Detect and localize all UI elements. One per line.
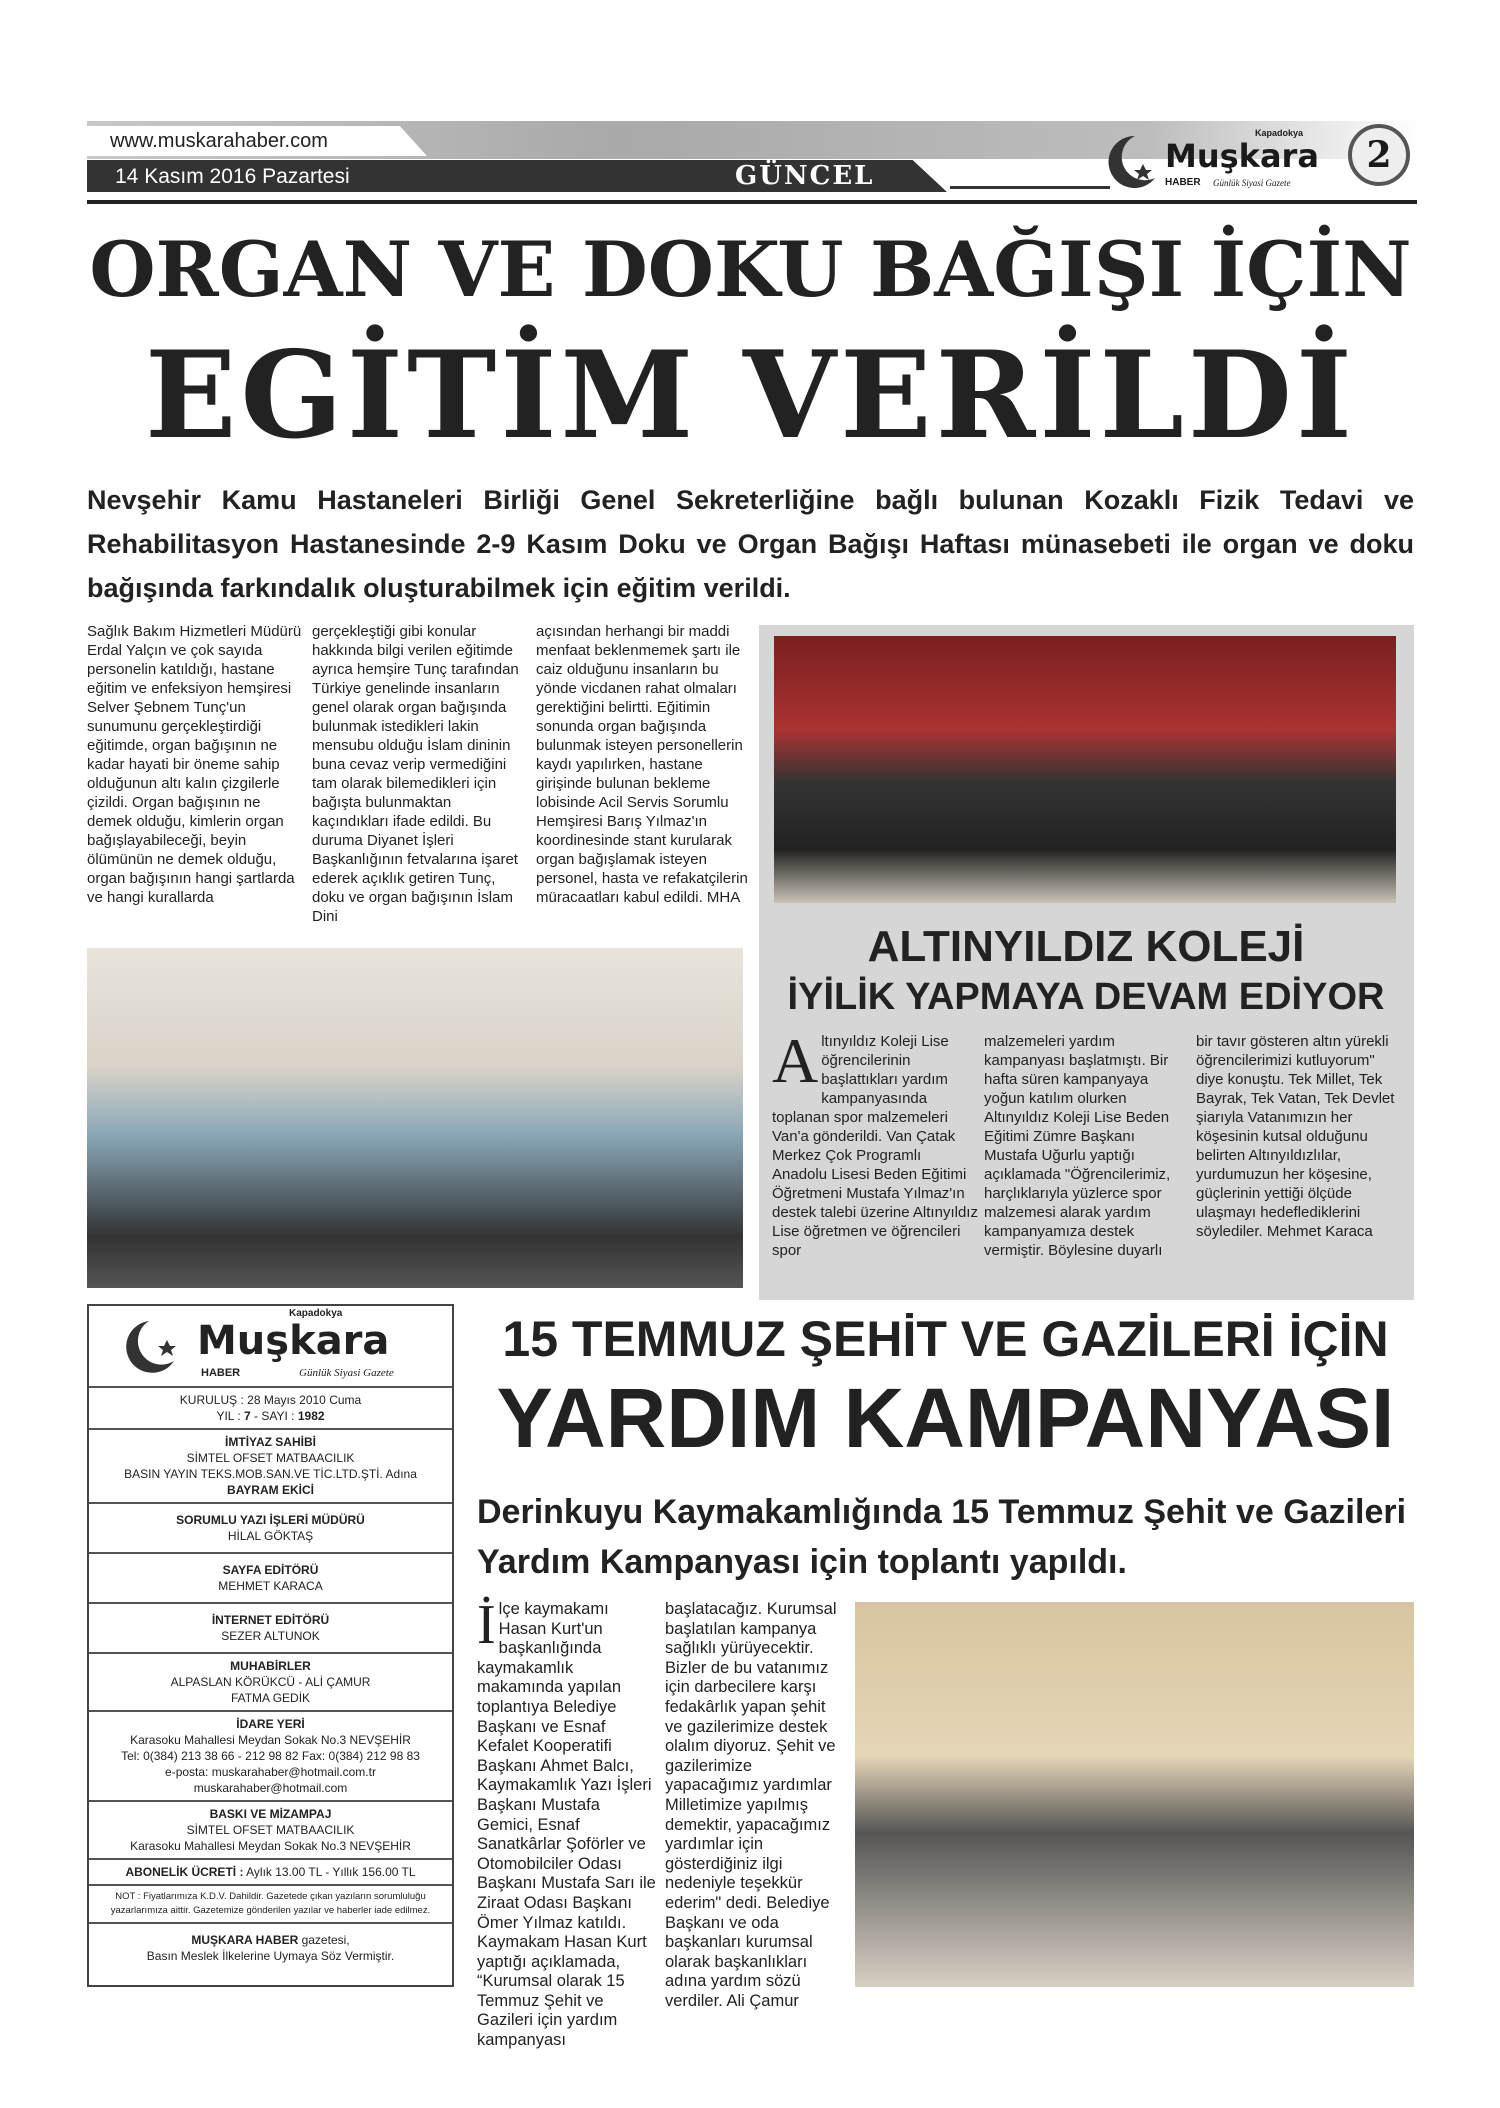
headline3-line1: 15 TEMMUZ ŞEHİT VE GAZİLERİ İÇİN <box>502 1311 1389 1367</box>
article2-title-line1: ALTINYILDIZ KOLEJİ <box>867 922 1305 971</box>
drop-cap: A <box>772 1025 819 1096</box>
drop-cap: İ <box>477 1594 496 1656</box>
logo-haber: HABER <box>201 1367 241 1379</box>
reporters <box>89 1654 452 1712</box>
logo-kapadokya: Kapadokya <box>289 1308 343 1319</box>
founding-date: KURULUŞ : 28 Mayıs 2010 Cuma <box>179 1393 362 1407</box>
logo-kapadokya: Kapadokya <box>1255 128 1304 138</box>
issue-label: - SAYI : <box>250 1409 298 1423</box>
divider <box>950 186 1110 189</box>
owner-info <box>89 1430 452 1504</box>
crescent-star-icon <box>119 1316 189 1376</box>
page-editor <box>89 1554 452 1604</box>
issue-value: 1982 <box>297 1409 325 1423</box>
pledge-text: gazetesi, <box>298 1933 350 1947</box>
headline-line1: ORGAN VE DOKU BAĞIŞI İÇİN <box>89 225 1412 314</box>
headline3-line2: YARDIM KAMPANYASI <box>496 1371 1395 1465</box>
masthead-logo <box>89 1306 452 1388</box>
article1-column: gerçekleştiği gibi konular hakkında bilgi verilen eğitimde ayrıca hemşire Tunç tarafından Türkiye genelinde insanların genel olarak organ bağışında bulunmak istedikleri lakin mensubu olduğu İslam dininin buna cevaz verip vermediğini tam olarak bilemedikleri için bağışta bulunmaktan kaçındıkları ifade edildi. Bu duruma Diyanet İşleri Başkanlığının fetvalarına işaret ederek açıklık getiren Tunç, doku ve organ bağışının İslam Dini <box>312 623 519 925</box>
year-issue <box>91 1408 450 1424</box>
subscription-value: Aylık 13.00 TL - Yıllık 156.00 TL <box>243 1865 416 1879</box>
editor-in-chief-title: SORUMLU YAZI İŞLERİ MÜDÜRÜ <box>176 1513 365 1527</box>
newspaper-logo <box>1105 128 1341 192</box>
issue-date: 14 Kasım 2016 Pazartesi <box>115 165 350 188</box>
reporters-title: MUHABİRLER <box>230 1659 311 1673</box>
year-value: 7 <box>244 1409 251 1423</box>
office-title: İDARE YERİ <box>236 1717 305 1731</box>
founding-info <box>89 1388 452 1430</box>
headline-line2: EGİTİM VERİLDİ <box>144 325 1357 466</box>
internet-editor-name: SEZER ALTUNOK <box>221 1629 320 1643</box>
article3-deck: Derinkuyu Kaymakamlığında 15 Temmuz Şehit ve Gazileri Yardım Kampanyası için toplantı yapıldı. <box>477 1493 1407 1581</box>
reporters-names: FATMA GEDİK <box>230 1691 311 1705</box>
owner-company: SİMTEL OFSET MATBAACILIK <box>186 1451 355 1465</box>
meeting-photo <box>855 1602 1414 1987</box>
ethics-pledge <box>89 1924 452 1968</box>
logo-tagline: Günlük Siyasi Gazete <box>299 1367 394 1379</box>
office-info <box>89 1712 452 1802</box>
owner-title: İMTİYAZ SAHİBİ <box>225 1435 316 1449</box>
article-deck: Nevşehir Kamu Hastaneleri Birliği Genel Sekreterliğine bağlı bulunan Kozaklı Fizik Tedavi ve Rehabilitasyon Hastanesinde 2-9 Kasım Doku ve Organ Bağışı Haftası münasebeti ile organ ve doku bağışında farkındalık oluşturabilmek için eğitim verildi. <box>87 485 1414 603</box>
website-url[interactable]: www.muskarahaber.com <box>110 130 328 152</box>
owner-name: BAYRAM EKİCİ <box>227 1483 314 1497</box>
section-label: GÜNCEL <box>735 161 875 191</box>
article3-column: lçe kaymakamı Hasan Kurt'un başkanlığında kaymakamlık makamında yapılan toplantıya Belediye Başkanı ve Esnaf Kefalet Kooperatifi Başkanı Ahmet Balcı, Kaymakamlık Yazı İşleri Başkanı Mustafa Gemici, Esnaf Sanatkârlar Şoförler ve Otomobilciler Odası Başkanı Mustafa Sarı ile Ziraat Odası Başkanı Ömer Yılmaz katıldı. Kaymakam Hasan Kurt yaptığı açıklamada, “Kurumsal olarak 15 Temmuz Şehit ve Gazileri için yardım kampanyası <box>477 1600 656 2050</box>
print-title: BASKI VE MİZAMPAJ <box>209 1807 332 1821</box>
editor-in-chief-name: HİLAL GÖKTAŞ <box>227 1529 314 1543</box>
training-photo <box>87 948 743 1288</box>
internet-editor-title: İNTERNET EDİTÖRÜ <box>211 1613 330 1627</box>
page-editor-title: SAYFA EDİTÖRÜ <box>222 1563 319 1577</box>
group-photo <box>774 636 1396 903</box>
editor-in-chief <box>89 1504 452 1554</box>
header-rule <box>87 200 1417 204</box>
print-address: Karasoku Mahallesi Meydan Sokak No.3 NEVŞEHİR <box>130 1839 411 1853</box>
page-number: 2 <box>1348 124 1410 186</box>
print-company: SİMTEL OFSET MATBAACILIK <box>186 1823 355 1837</box>
article2-title-line2: İYİLİK YAPMAYA DEVAM EDİYOR <box>787 976 1385 1018</box>
logo-tagline: Günlük Siyasi Gazete <box>1213 178 1291 188</box>
crescent-star-icon <box>1105 128 1163 192</box>
article2-column: ltınyıldız Koleji Lise öğrencilerinin başlattıkları yardım kampanyasında toplanan spor malzemeleri Van'a gönderildi. Van Çatak Merkez Çok Programlı Anadolu Lisesi Beden Eğitimi Öğretmeni Mustafa Yılmaz'ın destek talebi üzerine Altınyıldız Lise öğretmen ve öğrencileri spor <box>772 1033 978 1259</box>
logo-name: Muşkara <box>1165 137 1319 175</box>
article3-column: başlatacağız. Kurumsal başlatılan kampanya sağlıklı yürüyecektir. Bizler de bu vatanımız için darbecilere karşı fedakârlık yapan şehit ve gazilerimize destek olalım diyoruz. Şehit ve gazilerimize yapacağımız yardımlar Milletimize yapılmış demektir, yapacağımız yardımlar için gösterdiğiniz ilgi nedeniyle teşekkür ederim" dedi. Belediye Başkanı ve oda başkanları kurumsal olarak başkanlıkları adına yardım sözü verdiler. Ali Çamur <box>665 1600 837 2010</box>
office-address: Karasoku Mahallesi Meydan Sokak No.3 NEVŞEHİR <box>130 1733 411 1747</box>
year-label: YIL : <box>216 1409 245 1423</box>
pledge-text: Basın Meslek İlkelerine Uymaya Söz Vermiştir. <box>146 1949 395 1963</box>
reporters-names: ALPASLAN KÖRÜKCÜ - ALİ ÇAMUR <box>170 1675 371 1689</box>
office-phone: Tel: 0(384) 213 38 66 - 212 98 82 Fax: 0(384) 212 98 83 <box>121 1749 420 1763</box>
print-info <box>89 1802 452 1860</box>
article1-column: açısından herhangi bir maddi menfaat beklenmemek şartı ile caiz olduğunu insanların bu yönde vicdanen rahat olmaları gerektiğini belirtti. Eğitimin sonunda organ bağışında bulunmak isteyen personellerin kaydı yapılırken, hastane girişinde bulunan bekleme lobisinde Acil Servis Sorumlu Hemşiresi Barış Yılmaz'ın koordinesinde stant kurularak organ bağışlamak isteyen personel, hasta ve refakatçilerin müracaatları kabul edildi. MHA <box>536 623 748 906</box>
pledge-name: MUŞKARA HABER <box>191 1933 299 1947</box>
article2-column: malzemeleri yardım kampanyası başlatmıştı. Bir hafta süren kampanyaya yoğun katılım olurken Altınyıldız Koleji Lise Beden Eğitimi Zümre Başkanı Mustafa Uğurlu yaptığı açıklamada "Öğrencilerimiz, harçlıklarıyla yüzlerce spor malzemesi alarak yardım kampanyamıza destek vermiştir. Böylesine duyarlı <box>984 1033 1171 1259</box>
subscription-label: ABONELİK ÜCRETİ : <box>125 1865 244 1879</box>
masthead-box <box>87 1304 454 1987</box>
page-editor-name: MEHMET KARACA <box>218 1579 323 1593</box>
email-link[interactable]: e-posta: muskarahaber@hotmail.com.tr <box>165 1765 376 1779</box>
owner-company-full: BASIN YAYIN TEKS.MOB.SAN.VE TİC.LTD.ŞTİ. Adına <box>124 1467 417 1481</box>
email-link[interactable]: muskarahaber@hotmail.com <box>193 1781 348 1795</box>
note: NOT : Fiyatlarımıza K.D.V. Dahildir. Gazetede çıkan yazıların sorumluluğu yazarlarımıza aittir. Gazetemize gönderilen yazılar ve haberler iade edilmez. <box>89 1886 452 1924</box>
logo-haber: HABER <box>1165 177 1201 188</box>
logo-name: Muşkara <box>197 1318 390 1364</box>
internet-editor <box>89 1604 452 1654</box>
article1-column: Sağlık Bakım Hizmetleri Müdürü Erdal Yalçın ve çok sayıda personelin katıldığı, hastane eğitim ve enfeksiyon hemşiresi Selver Şebnem Tunç'un sunumunu gerçekleştirdiği eğitimde, organ bağışının ne kadar hayati bir öneme sahip olduğunun altı kalın çizgilerle çizildi. Organ bağışının ne demek olduğu, kimlerin organ bağışlayabileceği, beyin ölümünün ne demek olduğu, organ bağışının hangi şartlarda ve hangi kurallarda <box>87 623 302 906</box>
subscription-fee <box>89 1860 452 1886</box>
article2-column: bir tavır gösteren altın yürekli öğrencilerimizi kutluyorum" diye konuştu. Tek Millet, Tek Bayrak, Tek Vatan, Tek Devlet şiarıyla Vatanımızın her köşesinin kutsal olduğunu belirten Altınyıldızlılar, yurdumuzun her köşesine, güçlerinin yettiği ölçüde ulaşmayı hedeflediklerini söylediler. Mehmet Karaca <box>1196 1033 1395 1240</box>
